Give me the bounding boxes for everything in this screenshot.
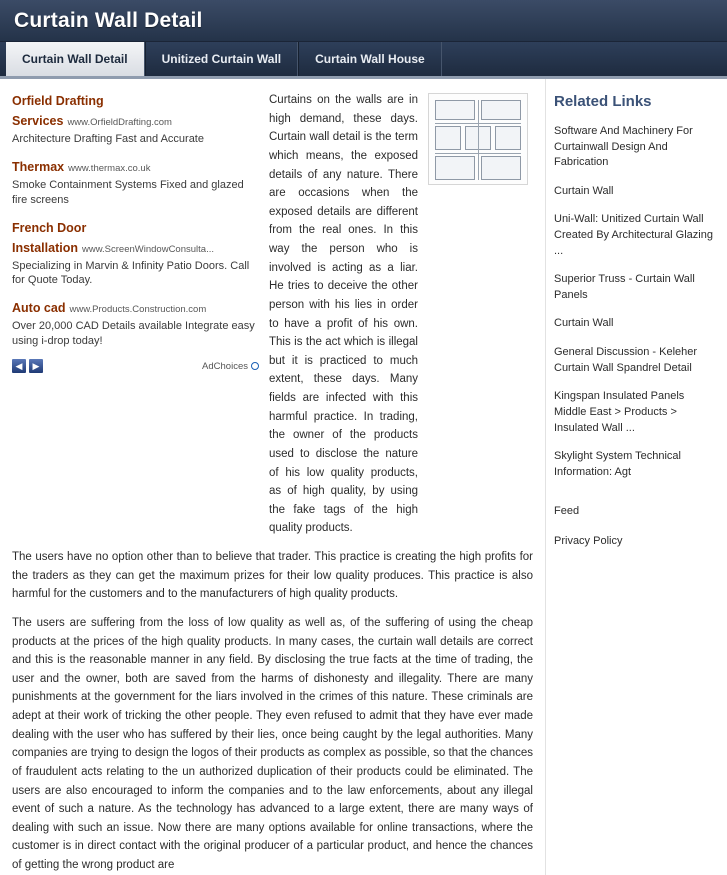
ad-description: Specializing in Marvin & Infinity Patio Doors. Call for Quote Today. xyxy=(12,259,250,287)
main-navigation xyxy=(0,42,727,79)
feed-link[interactable]: Feed xyxy=(554,505,580,518)
ad-url: www.Products.Construction.com xyxy=(69,304,207,316)
sidebar-link[interactable]: Curtain Wall xyxy=(554,317,614,330)
previous-arrow-icon[interactable]: ◀ xyxy=(12,359,26,373)
ad-title[interactable]: Orfield Drafting Services xyxy=(12,94,104,128)
sidebar-link[interactable]: Uni-Wall: Unitized Curtain Wall Created By Architectural Glazing ... xyxy=(554,213,713,257)
figure-block xyxy=(428,89,533,538)
ad-url: www.OrfieldDrafting.com xyxy=(67,117,172,128)
site-header xyxy=(0,0,727,42)
ad-block xyxy=(12,89,259,538)
ad-pager xyxy=(12,359,43,373)
sidebar xyxy=(545,79,727,875)
sidebar-link[interactable]: General Discussion - Keleher Curtain Wall Spandrel Detail xyxy=(554,346,698,374)
ad-url: www.thermax.co.uk xyxy=(68,163,151,175)
ad-url: www.ScreenWindowConsulta... xyxy=(81,243,214,255)
curtain-wall-drawing-image xyxy=(428,93,528,185)
sidebar-link[interactable]: Skylight System Technical Information: Agt xyxy=(554,450,681,478)
next-arrow-icon[interactable]: ▶ xyxy=(29,359,43,373)
article-intro: Curtains on the walls are in high demand, these days. Curtain wall detail is the term which means, the exposed details of any nature. There are occasions when the exposed details are different from the real ones. In this way the person who is involved is acting as a liar. He tries to deceive the other person with his lies in order to have a profit of his own. This is the act which is illegal but it is practiced to much extent, these days. Many fields are infected with this harmful practice. In trading, the owner of the products used to disclose the nature of his low quality products, as of high quality, by using the fake tags of the high quality products. xyxy=(269,94,418,535)
nav-item-unitized-curtain-wall[interactable]: Unitized Curtain Wall xyxy=(145,42,299,76)
article-paragraph: The users have no option other than to believe that trader. This practice is creating the high profits for the traders as they can get the maximum prizes for their low quality produces. This practice is also harmful for the customers and to the manufacturers of high quality products. xyxy=(12,551,533,601)
ad-title[interactable]: Thermax xyxy=(12,160,65,175)
ad-item[interactable] xyxy=(12,91,259,146)
main-content xyxy=(0,79,545,875)
ad-footer xyxy=(12,359,259,373)
ad-item[interactable] xyxy=(12,218,259,288)
nav-item-curtain-wall-house[interactable]: Curtain Wall House xyxy=(298,42,442,76)
ad-title[interactable]: Auto cad xyxy=(12,301,66,316)
nav-item-curtain-wall-detail[interactable]: Curtain Wall Detail xyxy=(6,42,145,76)
ad-title[interactable]: French Door Installation xyxy=(12,220,87,255)
top-row xyxy=(12,89,533,538)
sidebar-link[interactable]: Software And Machinery For Curtainwall Design And Fabrication xyxy=(554,125,693,169)
sidebar-link[interactable]: Kingspan Insulated Panels Middle East > Products > Insulated Wall ... xyxy=(554,390,685,434)
adchoices-icon xyxy=(251,362,259,370)
ad-description: Over 20,000 CAD Details available Integrate easy using i-drop today! xyxy=(12,320,255,347)
article-paragraph: The users are suffering from the loss of low quality as well as, of the suffering of using the cheap products at the prices of the high quality products. In many cases, the curtain wall details are correct and this is the reasonable manner in any field. By disclosing the true facts at the time of trading, the user and the owner, both are saved from the harms of dishonesty and illegality. There are many punishments at the government for the liars involved in the crimes of this nature. These criminals are adept at their work of tricking the other people. They even refused to admit that they have ever made dealing with the user who has suffered by their lies, once being caught by the legal authorities. Many companies are trying to design the logos of their products as complex as possible, so that the chances of fraudulent acts relating to the un authorized duplication of their products could be eliminated. The users are also encouraged to inform the companies and to the law enforcements, about any illegal event of such a nature. As the technology has advanced to a large extent, there are many ways of dealing with such an issue. Now there are many options available for online transactions, where the customer is in direct contact with the original producer of a particular product, and hence the chances of getting the wrong product are xyxy=(12,616,533,871)
sidebar-footer xyxy=(554,504,717,549)
ad-description: Smoke Containment Systems Fixed and glazed fire screens xyxy=(12,179,244,206)
adchoices-link[interactable] xyxy=(202,361,259,372)
ad-item[interactable] xyxy=(12,298,259,348)
adchoices-label: AdChoices xyxy=(202,360,248,372)
sidebar-link[interactable]: Curtain Wall xyxy=(554,184,614,197)
page-body xyxy=(0,79,727,875)
ad-description: Architecture Drafting Fast and Accurate xyxy=(12,133,204,145)
page-title: Curtain Wall Detail xyxy=(14,8,203,32)
privacy-policy-link[interactable]: Privacy Policy xyxy=(554,534,623,547)
sidebar-link[interactable]: Superior Truss - Curtain Wall Panels xyxy=(554,273,695,301)
ad-item[interactable] xyxy=(12,157,259,207)
sidebar-title: Related Links xyxy=(554,93,652,110)
